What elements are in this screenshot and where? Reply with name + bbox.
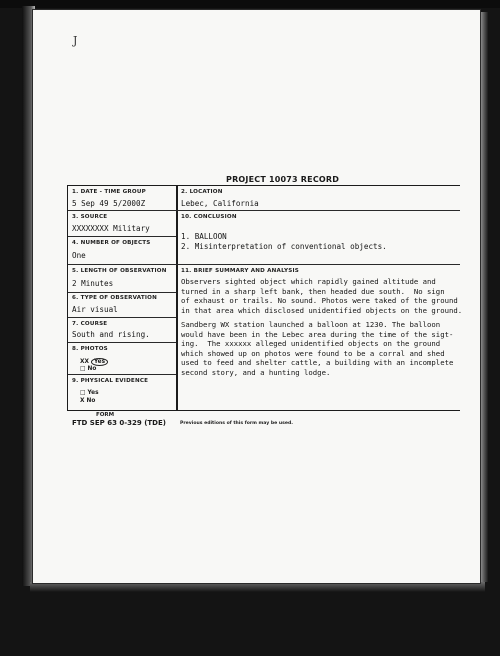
row-divider [68,342,176,343]
location-label: 2. LOCATION [181,189,223,195]
row-divider [68,292,176,293]
physical-evidence-label: 9. PHYSICAL EVIDENCE [72,378,149,384]
conclusion-line-1: 1. BALLOON [181,232,227,241]
date-time-group-label: 1. DATE - TIME GROUP [72,189,146,195]
physical-evidence-no-label: No [86,398,96,404]
scan-top-edge [0,0,500,8]
physical-evidence-yes-label: Yes [87,390,99,396]
footer-note: Previous editions of this form may be used. [180,421,294,426]
conclusion-line-2: 2. Misinterpretation of conventional objects. [181,242,387,251]
row-divider [176,264,460,265]
conclusion-label: 10. CONCLUSION [181,214,237,220]
brief-summary-paragraph-2: Sandberg WX station launched a balloon at 1230. The balloon would have been in the Lebec area during the time of the sigt- ing. The xxxxxx alleged unidentified objects on the ground which showed up on photos were found to be a corral and shed used to feed and shelter cattle, a building with an incomplete second story, and a hunting lodge. [181,320,454,377]
corner-pencil-mark: J [73,34,78,47]
brief-summary-label: 11. BRIEF SUMMARY AND ANALYSIS [181,268,299,274]
footer-form-code: FTD SEP 63 0-329 (TDE) [72,419,166,427]
photos-no-label: No [87,366,97,372]
photos-yes-label: Yes [91,358,108,366]
row-divider [68,210,176,211]
type-of-observation-label: 6. TYPE OF OBSERVATION [72,295,157,301]
date-time-group-value: 5 Sep 49 5/2000Z [72,199,146,208]
row-divider [68,264,176,265]
length-of-observation-label: 5. LENGTH OF OBSERVATION [72,268,167,274]
brief-summary-paragraph-1: Observers sighted object which rapidly gained altitude and turned in a sharp left bank, then headed due south. No sign of exhaust or trails. No sound. Photos were taked of the ground in that area which disclosed unidentified objects on the ground. [181,277,463,315]
row-divider [68,374,176,375]
number-of-objects-label: 4. NUMBER OF OBJECTS [72,240,151,246]
course-label: 7. COURSE [72,321,108,327]
physical-evidence-no-mark: X [80,398,85,404]
source-label: 3. SOURCE [72,214,108,220]
row-divider [176,210,460,211]
number-of-objects-value: One [72,251,86,260]
photos-no-mark: □ [80,366,86,372]
course-value: South and rising. [72,330,150,339]
column-divider [176,186,178,410]
record-form [67,185,463,411]
physical-evidence-yes-option [80,390,99,396]
photos-no-option [80,366,96,372]
paper-bottom-shadow [30,582,485,592]
length-of-observation-value: 2 Minutes [72,279,114,288]
row-divider [68,236,176,237]
row-divider [68,317,176,318]
photos-yes-option [80,358,108,366]
type-of-observation-value: Air visual [72,305,118,314]
physical-evidence-yes-mark: □ [80,390,86,396]
physical-evidence-no-option [80,398,95,404]
footer-form-word: FORM [96,412,115,418]
location-value: Lebec, California [181,199,259,208]
form-title: PROJECT 10073 RECORD [226,175,340,184]
photos-label: 8. PHOTOS [72,346,108,352]
photos-yes-mark: XX [80,359,89,365]
source-value: XXXXXXXX Military [72,224,150,233]
